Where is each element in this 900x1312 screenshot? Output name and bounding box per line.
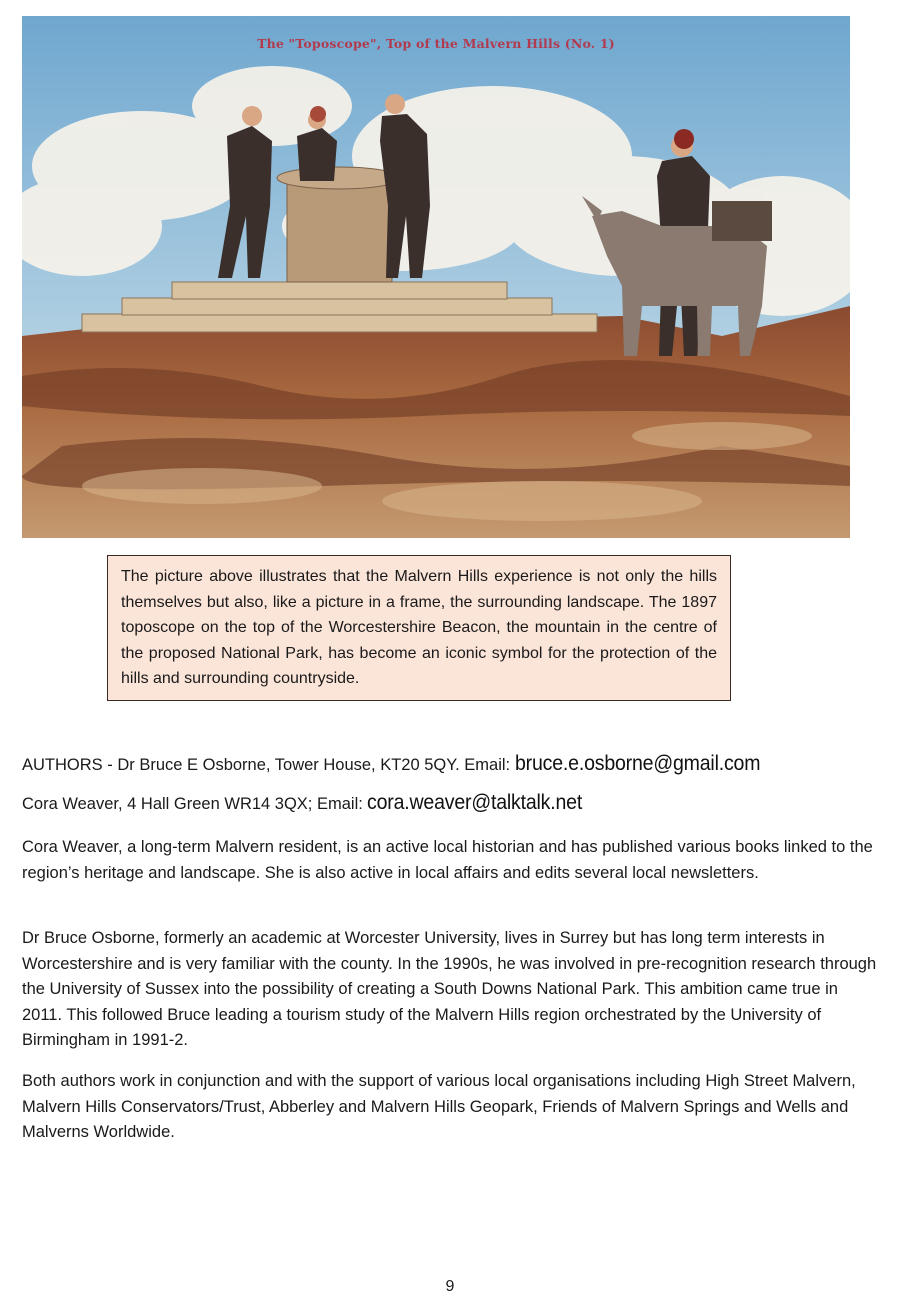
authors-prefix: AUTHORS - Dr Bruce E Osborne, Tower House, KT20 5QY. Email:: [22, 756, 515, 774]
toposcope-photo: [22, 16, 850, 538]
authors-line: [22, 752, 779, 776]
photo-caption: The "Toposcope", Top of the Malvern Hills (No. 1): [257, 36, 615, 51]
paragraph-bruce-osborne: Dr Bruce Osborne, formerly an academic at Worcester University, lives in Surrey but has long term interests in Worcestershire and is very familiar with the county. In the 1990s, he was involved in pre-recognition research through the University of Sussex into the possibility of creating a South Downs National Park. This ambition came true in 2011. This followed Bruce leading a tourism study of the Malvern Hills region orchestrated by the University of Birmingham in 1991-2.: [22, 929, 877, 1050]
cora-line: [22, 791, 599, 815]
page-number: 9: [445, 1278, 455, 1295]
paragraph-both-authors: Both authors work in conjunction and with the support of various local organisations including High Street Malvern, Malvern Hills Conservators/Trust, Abberley and Malvern Hills Geopark, Friends of Malvern Springs and Wells and Malverns Worldwide.: [22, 1072, 856, 1142]
cora-prefix: Cora Weaver, 4 Hall Green WR14 3QX; Email:: [22, 795, 368, 813]
paragraph-cora-weaver: Cora Weaver, a long-term Malvern resident, is an active local historian and has published various books linked to the region’s heritage and landscape. She is also active in local affairs and edits several local newsletters.: [22, 838, 873, 882]
toposcope-illustration: [22, 16, 850, 538]
caption-text: The picture above illustrates that the Malvern Hills experience is not only the hills themselves but also, like a picture in a frame, the surrounding landscape. The 1897 toposcope on the top of the Worcestershire Beacon, the mountain in the centre of the proposed National Park, has become an iconic symbol for the protection of the hills and surrounding countryside.: [121, 568, 717, 687]
email-link-osborne[interactable]: bruce.e.osborne@gmail.com: [514, 752, 761, 775]
caption-box: [107, 555, 731, 701]
email-link-weaver[interactable]: cora.weaver@talktalk.net: [367, 791, 583, 814]
